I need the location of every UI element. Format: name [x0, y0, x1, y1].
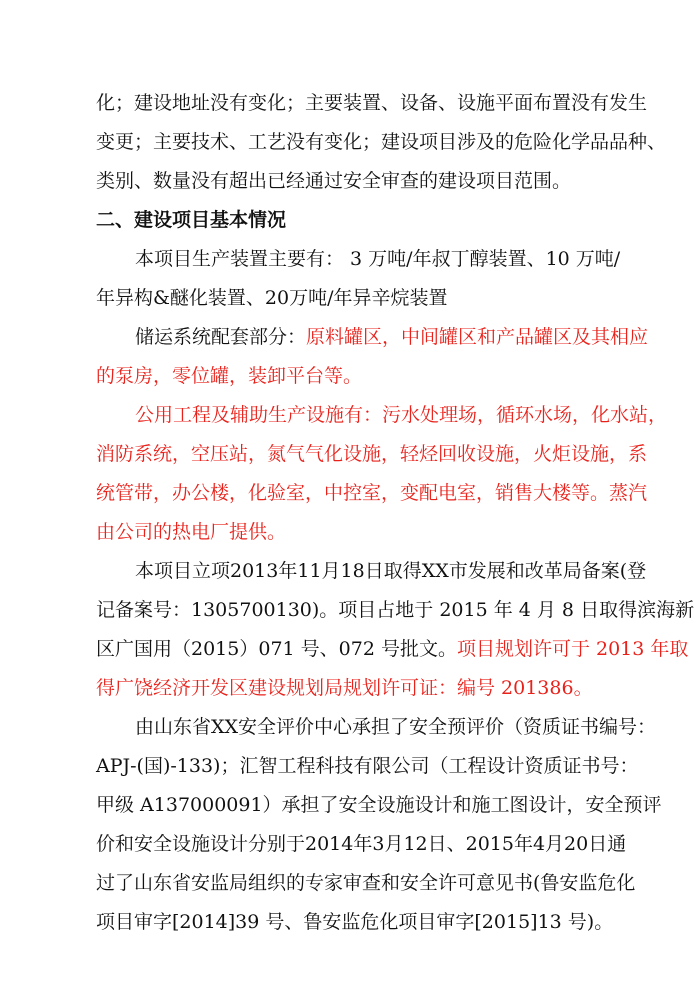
paragraph-line: 类别、数量没有超出已经通过安全审查的建设项目范围。: [96, 170, 572, 192]
paragraph-line: 项目审字[2014]39 号、鲁安监危化项目审字[2015]13 号)。: [96, 911, 614, 933]
paragraph-line-highlight: 的泵房，零位罐，装卸平台等。: [96, 365, 363, 387]
paragraph-line: 记备案号：1305700130)。项目占地于 2015 年 4 月 8 日取得滨海新: [96, 599, 695, 621]
paragraph-line: APJ-(国)-133)；汇智工程科技有限公司（工程设计资质证书号：: [96, 755, 639, 777]
paragraph-line: [96, 637, 689, 661]
approval-text: 区广国用（2015）071 号、072 号批文。: [96, 638, 457, 660]
planning-permit-highlight: 项目规划许可于 2013 年取: [456, 638, 689, 660]
paragraph-line: 本项目立项2013年11月18日取得XX市发展和改革局备案(登: [135, 560, 647, 582]
paragraph-line: 过了山东省安监局组织的专家审查和安全许可意见书(鲁安监危化: [96, 872, 636, 894]
paragraph-line-highlight: 由公司的热电厂提供。: [96, 521, 287, 543]
paragraph-line-highlight: 统管带，办公楼，化验室，中控室，变配电室，销售大楼等。蒸汽: [96, 482, 648, 504]
section-heading: 二、建设项目基本情况: [96, 209, 287, 231]
paragraph-line-highlight: 得广饶经济开发区建设规划局规划许可证：编号 201386。: [96, 677, 593, 699]
paragraph-line: 甲级 A137000091）承担了安全设施设计和施工图设计，安全预评: [96, 794, 662, 816]
paragraph-line: 年异构&醚化装置、20万吨/年异辛烷装置: [96, 287, 448, 309]
paragraph-line: 化；建设地址没有变化；主要装置、设备、设施平面布置没有发生: [96, 92, 648, 114]
storage-highlight-text: 原料罐区，中间罐区和产品罐区及其相应: [306, 326, 649, 348]
paragraph-line-highlight: 公用工程及辅助生产设施有：污水处理场，循环水场，化水站，: [135, 404, 668, 426]
paragraph-line: 由山东省XX安全评价中心承担了安全预评价（资质证书编号：: [135, 716, 657, 738]
paragraph-line: 本项目生产装置主要有： 3 万吨/年叔丁醇装置、10 万吨/: [135, 248, 621, 270]
paragraph-line-highlight: 消防系统，空压站，氮气气化设施，轻烃回收设施，火炬设施，系: [96, 443, 648, 465]
paragraph-line: 价和安全设施设计分别于2014年3月12日、2015年4月20日通: [96, 833, 627, 855]
paragraph-line: [135, 325, 649, 349]
paragraph-line: 变更；主要技术、工艺没有变化；建设项目涉及的危险化学品品种、: [96, 131, 667, 153]
storage-lead-text: 储运系统配套部分：: [135, 326, 307, 348]
